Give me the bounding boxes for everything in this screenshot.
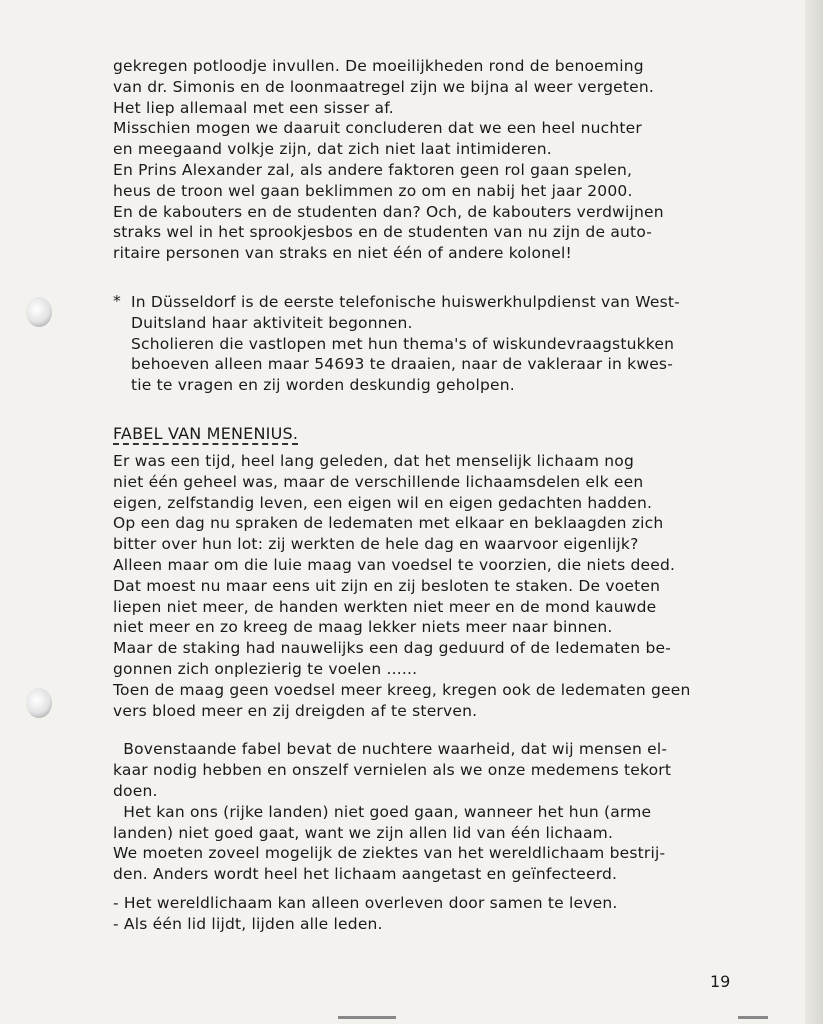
- scan-artifact-mark: [338, 1016, 396, 1019]
- text-line: gekregen potloodje invullen. De moeilijkheden rond de benoeming: [113, 57, 644, 75]
- list-item: - Het wereldlichaam kan alleen overleven door samen te leven.: [113, 893, 618, 912]
- text-line: ritaire personen van straks en niet één of andere kolonel!: [113, 244, 572, 263]
- text-line: heus de troon wel gaan beklimmen zo om en nabij het jaar 2000.: [113, 181, 633, 200]
- notice-block: [113, 292, 748, 396]
- text-line: en meegaand volkje zijn, dat zich niet laat intimideren.: [113, 140, 552, 159]
- closing-list: [113, 893, 748, 935]
- text-line: bitter over hun lot: zij werkten de hele dag en waarvoor eigenlijk?: [113, 535, 639, 554]
- asterisk-marker: *: [113, 291, 121, 310]
- scan-artifact-mark: [738, 1016, 768, 1019]
- text-line: liepen niet meer, de handen werkten niet meer en de mond kauwde: [113, 597, 657, 616]
- text-line: Bovenstaande fabel bevat de nuchtere waarheid, dat wij mensen el-: [113, 740, 668, 759]
- text-line: In Düsseldorf is de eerste telefonische huiswerkhulpdienst van West-: [131, 292, 680, 311]
- binder-hole-bottom: [26, 688, 52, 718]
- text-line: straks wel in het sprookjesbos en de studenten van nu zijn de auto-: [113, 223, 653, 242]
- list-item: - Als één lid lijdt, lijden alle leden.: [113, 914, 383, 933]
- fable-heading: FABEL VAN MENENIUS.: [113, 423, 299, 443]
- page-number: 19: [710, 972, 731, 991]
- text-line: den. Anders wordt heel het lichaam aangetast en geïnfecteerd.: [113, 865, 618, 884]
- moral-paragraph: [113, 739, 748, 885]
- text-line: tie te vragen en zij worden deskundig geholpen.: [131, 376, 515, 395]
- text-line: behoeven alleen maar 54693 te draaien, naar de vakleraar in kwes-: [131, 355, 674, 374]
- text-line: Dat moest nu maar eens uit zijn en zij besloten te staken. De voeten: [113, 576, 661, 595]
- text-line: Duitsland haar aktiviteit begonnen.: [131, 313, 413, 332]
- text-line: Er was een tijd, heel lang geleden, dat het menselijk lichaam nog: [113, 451, 634, 470]
- text-line: Op een dag nu spraken de ledematen met elkaar en beklaagden zich: [113, 514, 664, 533]
- text-line: doen.: [113, 781, 158, 800]
- text-line: Scholieren die vastlopen met hun thema's of wiskundevraagstukken: [131, 334, 675, 353]
- text-line: kaar nodig hebben en onszelf vernielen als we onze medemens tekort: [113, 761, 672, 780]
- text-line: eigen, zelfstandig leven, een eigen wil en eigen gedachten hadden.: [113, 493, 653, 512]
- page-content: [113, 56, 748, 934]
- text-line: niet meer en zo kreeg de maag lekker niets meer naar binnen.: [113, 618, 613, 637]
- text-line: van dr. Simonis en de loonmaatregel zijn we bijna al weer vergeten.: [113, 77, 655, 96]
- intro-paragraph: [113, 56, 748, 264]
- text-line: vers bloed meer en zij dreigden af te sterven.: [113, 701, 478, 720]
- text-line: niet één geheel was, maar de verschillende lichaamsdelen elk een: [113, 472, 644, 491]
- text-line: En Prins Alexander zal, als andere faktoren geen rol gaan spelen,: [113, 160, 633, 179]
- text-line: gonnen zich onplezierig te voelen ......: [113, 659, 418, 678]
- text-line: We moeten zoveel mogelijk de ziektes van het wereldlichaam bestrij-: [113, 844, 666, 863]
- text-line: Het liep allemaal met een sisser af.: [113, 98, 394, 117]
- text-line: landen) niet goed gaat, want we zijn allen lid van één lichaam.: [113, 823, 614, 842]
- text-line: Misschien mogen we daaruit concluderen dat we een heel nuchter: [113, 119, 642, 138]
- text-line: En de kabouters en de studenten dan? Och, de kabouters verdwijnen: [113, 202, 664, 221]
- text-line: Toen de maag geen voedsel meer kreeg, kregen ook de ledematen geen: [113, 680, 691, 699]
- text-line: Alleen maar om die luie maag van voedsel te voorzien, die niets deed.: [113, 555, 676, 574]
- text-line: Maar de staking had nauwelijks een dag geduurd of de ledematen be-: [113, 639, 672, 658]
- binder-hole-top: [26, 297, 52, 327]
- page-edge: [805, 0, 823, 1024]
- fable-paragraph: [113, 451, 748, 721]
- text-line: Het kan ons (rijke landen) niet goed gaan, wanneer het hun (arme: [113, 802, 652, 821]
